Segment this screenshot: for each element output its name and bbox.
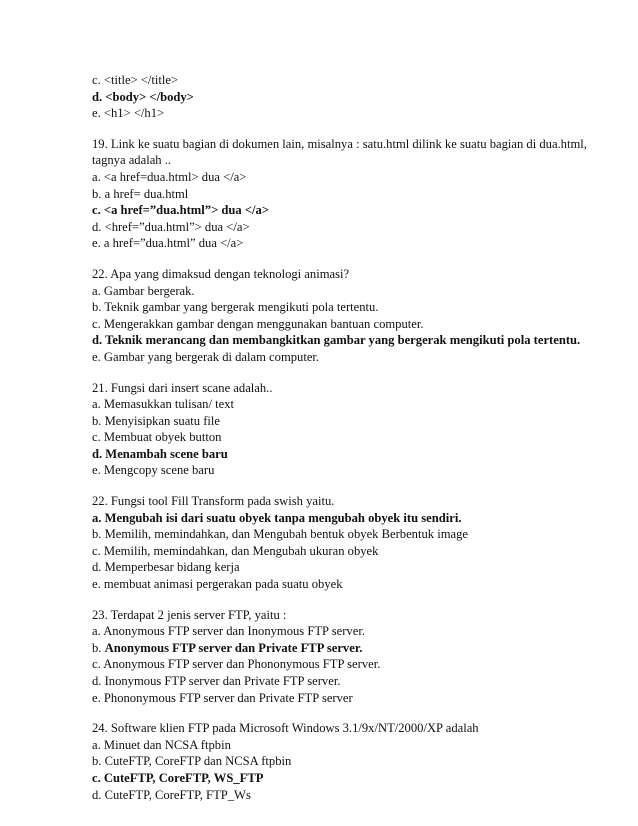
document-page: [92, 72, 612, 803]
question-text: 21. Fungsi dari insert scane adalah..: [92, 380, 273, 395]
spacer: [92, 252, 612, 266]
option-line: b. CuteFTP, CoreFTP dan NCSA ftpbin: [92, 754, 292, 769]
option-line: d. Memperbesar bidang kerja: [92, 560, 240, 575]
option-line-correct: d. Menambah scene baru: [92, 446, 228, 461]
spacer: [92, 706, 612, 720]
option-line-correct: d. Teknik merancang dan membangkitkan gambar yang bergerak mengikuti pola tertentu.: [92, 333, 581, 348]
option-line-correct: a. Mengubah isi dari suatu obyek tanpa mengubah obyek itu sendiri.: [92, 510, 462, 525]
intro-options: [92, 72, 612, 122]
option-line: d. CuteFTP, CoreFTP, FTP_Ws: [92, 787, 251, 802]
option-line: c. <title> </title>: [92, 73, 179, 87]
option-line: c. Membuat obyek button: [92, 430, 222, 445]
option-line: e. a href=”dua.html” dua </a>: [92, 236, 244, 251]
option-line: a. Memasukkan tulisan/ text: [92, 397, 234, 412]
question-block-22a: [92, 266, 612, 366]
option-prefix: b.: [92, 640, 105, 655]
question-text: 23. Terdapat 2 jenis server FTP, yaitu :: [92, 607, 287, 622]
question-block-24: [92, 720, 612, 803]
option-line: b. a href= dua.html: [92, 186, 189, 201]
option-line: c. Mengerakkan gambar dengan menggunakan bantuan computer.: [92, 316, 424, 331]
question-block-22b: [92, 493, 612, 593]
option-line-correct: c. <a href=”dua.html”> dua </a>: [92, 203, 269, 218]
spacer: [92, 593, 612, 607]
option-line: a. Anonymous FTP server dan Inonymous FTP server.: [92, 624, 365, 639]
option-line-correct: [92, 640, 612, 657]
option-line: a. Gambar bergerak.: [92, 283, 195, 298]
option-line: e. membuat animasi pergerakan pada suatu obyek: [92, 577, 343, 592]
option-line: d. Inonymous FTP server dan Private FTP server.: [92, 674, 341, 688]
option-line: a. Minuet dan NCSA ftpbin: [92, 737, 231, 752]
question-text: 22. Fungsi tool Fill Transform pada swish yaitu.: [92, 494, 335, 509]
option-line: b. Memilih, memindahkan, dan Mengubah bentuk obyek Berbentuk image: [92, 527, 468, 542]
option-line: a. <a href=dua.html> dua </a>: [92, 169, 247, 184]
option-line: b. Teknik gambar yang bergerak mengikuti pola tertentu.: [92, 300, 379, 315]
option-line: b. Menyisipkan suatu file: [92, 413, 221, 428]
spacer: [92, 366, 612, 380]
question-text: 24. Software klien FTP pada Microsoft Windows 3.1/9x/NT/2000/XP adalah: [92, 721, 479, 736]
option-line: d. <href=”dua.html”> dua </a>: [92, 219, 250, 234]
question-block-19: [92, 136, 612, 252]
question-block-23: [92, 607, 612, 707]
option-line: e. Phononymous FTP server dan Private FTP server: [92, 690, 353, 705]
spacer: [92, 122, 612, 136]
option-line: c. Memilih, memindahkan, dan Mengubah ukuran obyek: [92, 543, 379, 558]
option-line: e. <h1> </h1>: [92, 106, 165, 121]
spacer: [92, 479, 612, 493]
question-block-21: [92, 380, 612, 480]
option-line: e. Gambar yang bergerak di dalam computer.: [92, 349, 320, 364]
option-line-correct: d. <body> </body>: [92, 89, 194, 104]
question-text: 22. Apa yang dimaksud dengan teknologi animasi?: [92, 266, 350, 281]
option-line: c. Anonymous FTP server dan Phononymous FTP server.: [92, 657, 381, 672]
question-text: 19. Link ke suatu bagian di dokumen lain, misalnya : satu.html dilink ke suatu bagian di dua.html, tagnya adalah ..: [92, 136, 587, 168]
option-line-correct: c. CuteFTP, CoreFTP, WS_FTP: [92, 770, 264, 785]
option-answer-text: Anonymous FTP server dan Private FTP server.: [104, 640, 363, 655]
option-line: e. Mengcopy scene baru: [92, 463, 215, 478]
